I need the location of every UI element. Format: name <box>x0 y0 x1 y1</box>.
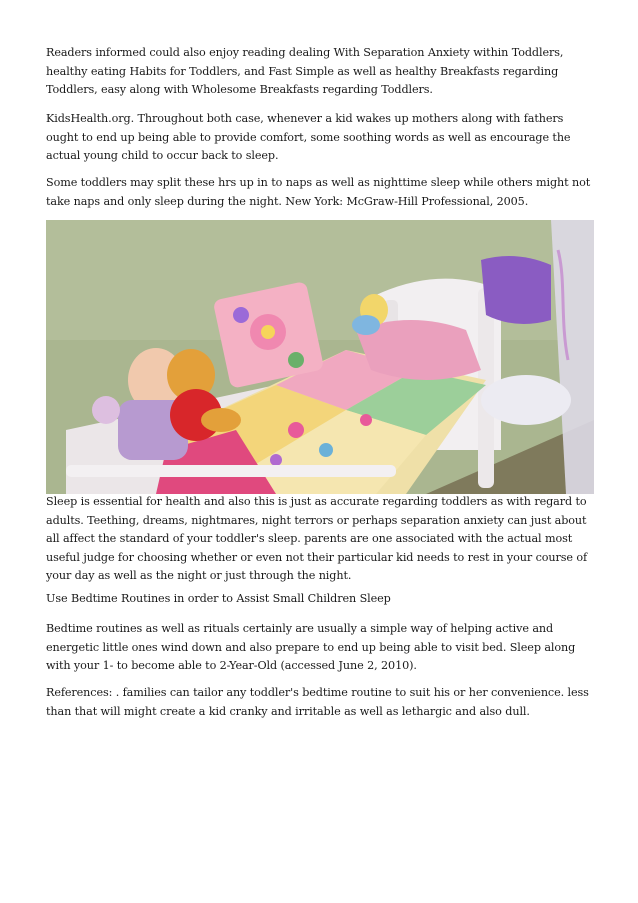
section-heading-bedtime-routines: Use Bedtime Routines in order to Assist Small Children Sleep <box>46 592 391 605</box>
paragraph-naps: Some toddlers may split these hrs up in to naps as well as nighttime sleep while others might not take naps and only sleep during the night. New York: McGraw-Hill Professional, 2005. <box>46 176 591 208</box>
toddler-bed-illustration <box>46 220 594 494</box>
toddler-bed-photo <box>46 220 594 494</box>
paragraph-kidshealth: KidsHealth.org. Throughout both case, whenever a kid wakes up mothers along with fathers ought to end up being able to provide comfort, some soothing words as well as encourage the actual young child to occur back to sleep. <box>46 112 571 163</box>
paragraph-separation-anxiety: Readers informed could also enjoy reading dealing With Separation Anxiety within Toddlers, healthy eating Habits for Toddlers, and Fast Simple as well as healthy Breakfasts regarding Toddlers, easy along with Wholesome Breakfasts regarding Toddlers. <box>46 46 564 97</box>
paragraph-sleep-essential: Sleep is essential for health and also this is just as accurate regarding toddlers as with regard to adults. Teething, dreams, nightmares, night terrors or perhaps separation anxiety can just about all affect the standard of your toddler's sleep. parents are one associated with the actual most useful judge for choosing whether or even not their particular kid needs to rest in your course of your day as well as the night or just through the night. <box>46 495 588 583</box>
paragraph-references: References: . families can tailor any toddler's bedtime routine to suit his or her convenience. less than that will might create a kid cranky and irritable as well as lethargic and also dull. <box>46 686 589 718</box>
paragraph-bedtime-rituals: Bedtime routines as well as rituals certainly are usually a simple way of helping active and energetic little ones wind down and also prepare to end up being able to visit bed. Sleep along with your 1- to become able to 2-Year-Old (accessed June 2, 2010). <box>46 622 576 673</box>
